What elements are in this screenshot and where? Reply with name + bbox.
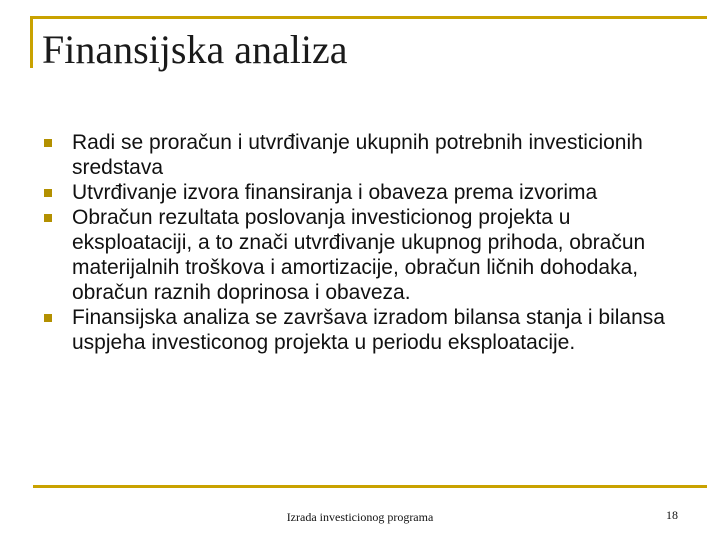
frame-bottom-rule xyxy=(33,485,707,488)
slide-title: Finansijska analiza xyxy=(42,27,348,72)
square-bullet-icon xyxy=(44,139,52,147)
square-bullet-icon xyxy=(44,214,52,222)
bullet-item xyxy=(44,130,694,180)
bullet-item xyxy=(44,205,694,305)
frame-left-rule xyxy=(30,16,33,68)
frame-top-rule xyxy=(30,16,707,19)
bullet-text: Obračun rezultata poslovanja investicionog projekta u eksploataciji, a to znači utvrđivanje ukupnog prihoda, obračun materijalnih troškova i amortizacije, obračun ličnih dohodaka, obračun raznih doprinosa i obaveza. xyxy=(72,206,646,304)
bullet-item xyxy=(44,180,694,205)
bullet-item xyxy=(44,305,694,355)
square-bullet-icon xyxy=(44,314,52,322)
page-number: 18 xyxy=(666,508,678,522)
bullet-text: Finansijska analiza se završava izradom bilansa stanja i bilansa uspjeha investiconog projekta u periodu eksploatacije. xyxy=(72,306,665,354)
bullet-text: Radi se proračun i utvrđivanje ukupnih potrebnih investicionih sredstava xyxy=(72,131,643,179)
square-bullet-icon xyxy=(44,189,52,197)
bullet-text: Utvrđivanje izvora finansiranja i obaveza prema izvorima xyxy=(72,181,598,204)
footer-title: Izrada investicionog programa xyxy=(286,510,434,524)
bullet-list xyxy=(44,130,694,355)
